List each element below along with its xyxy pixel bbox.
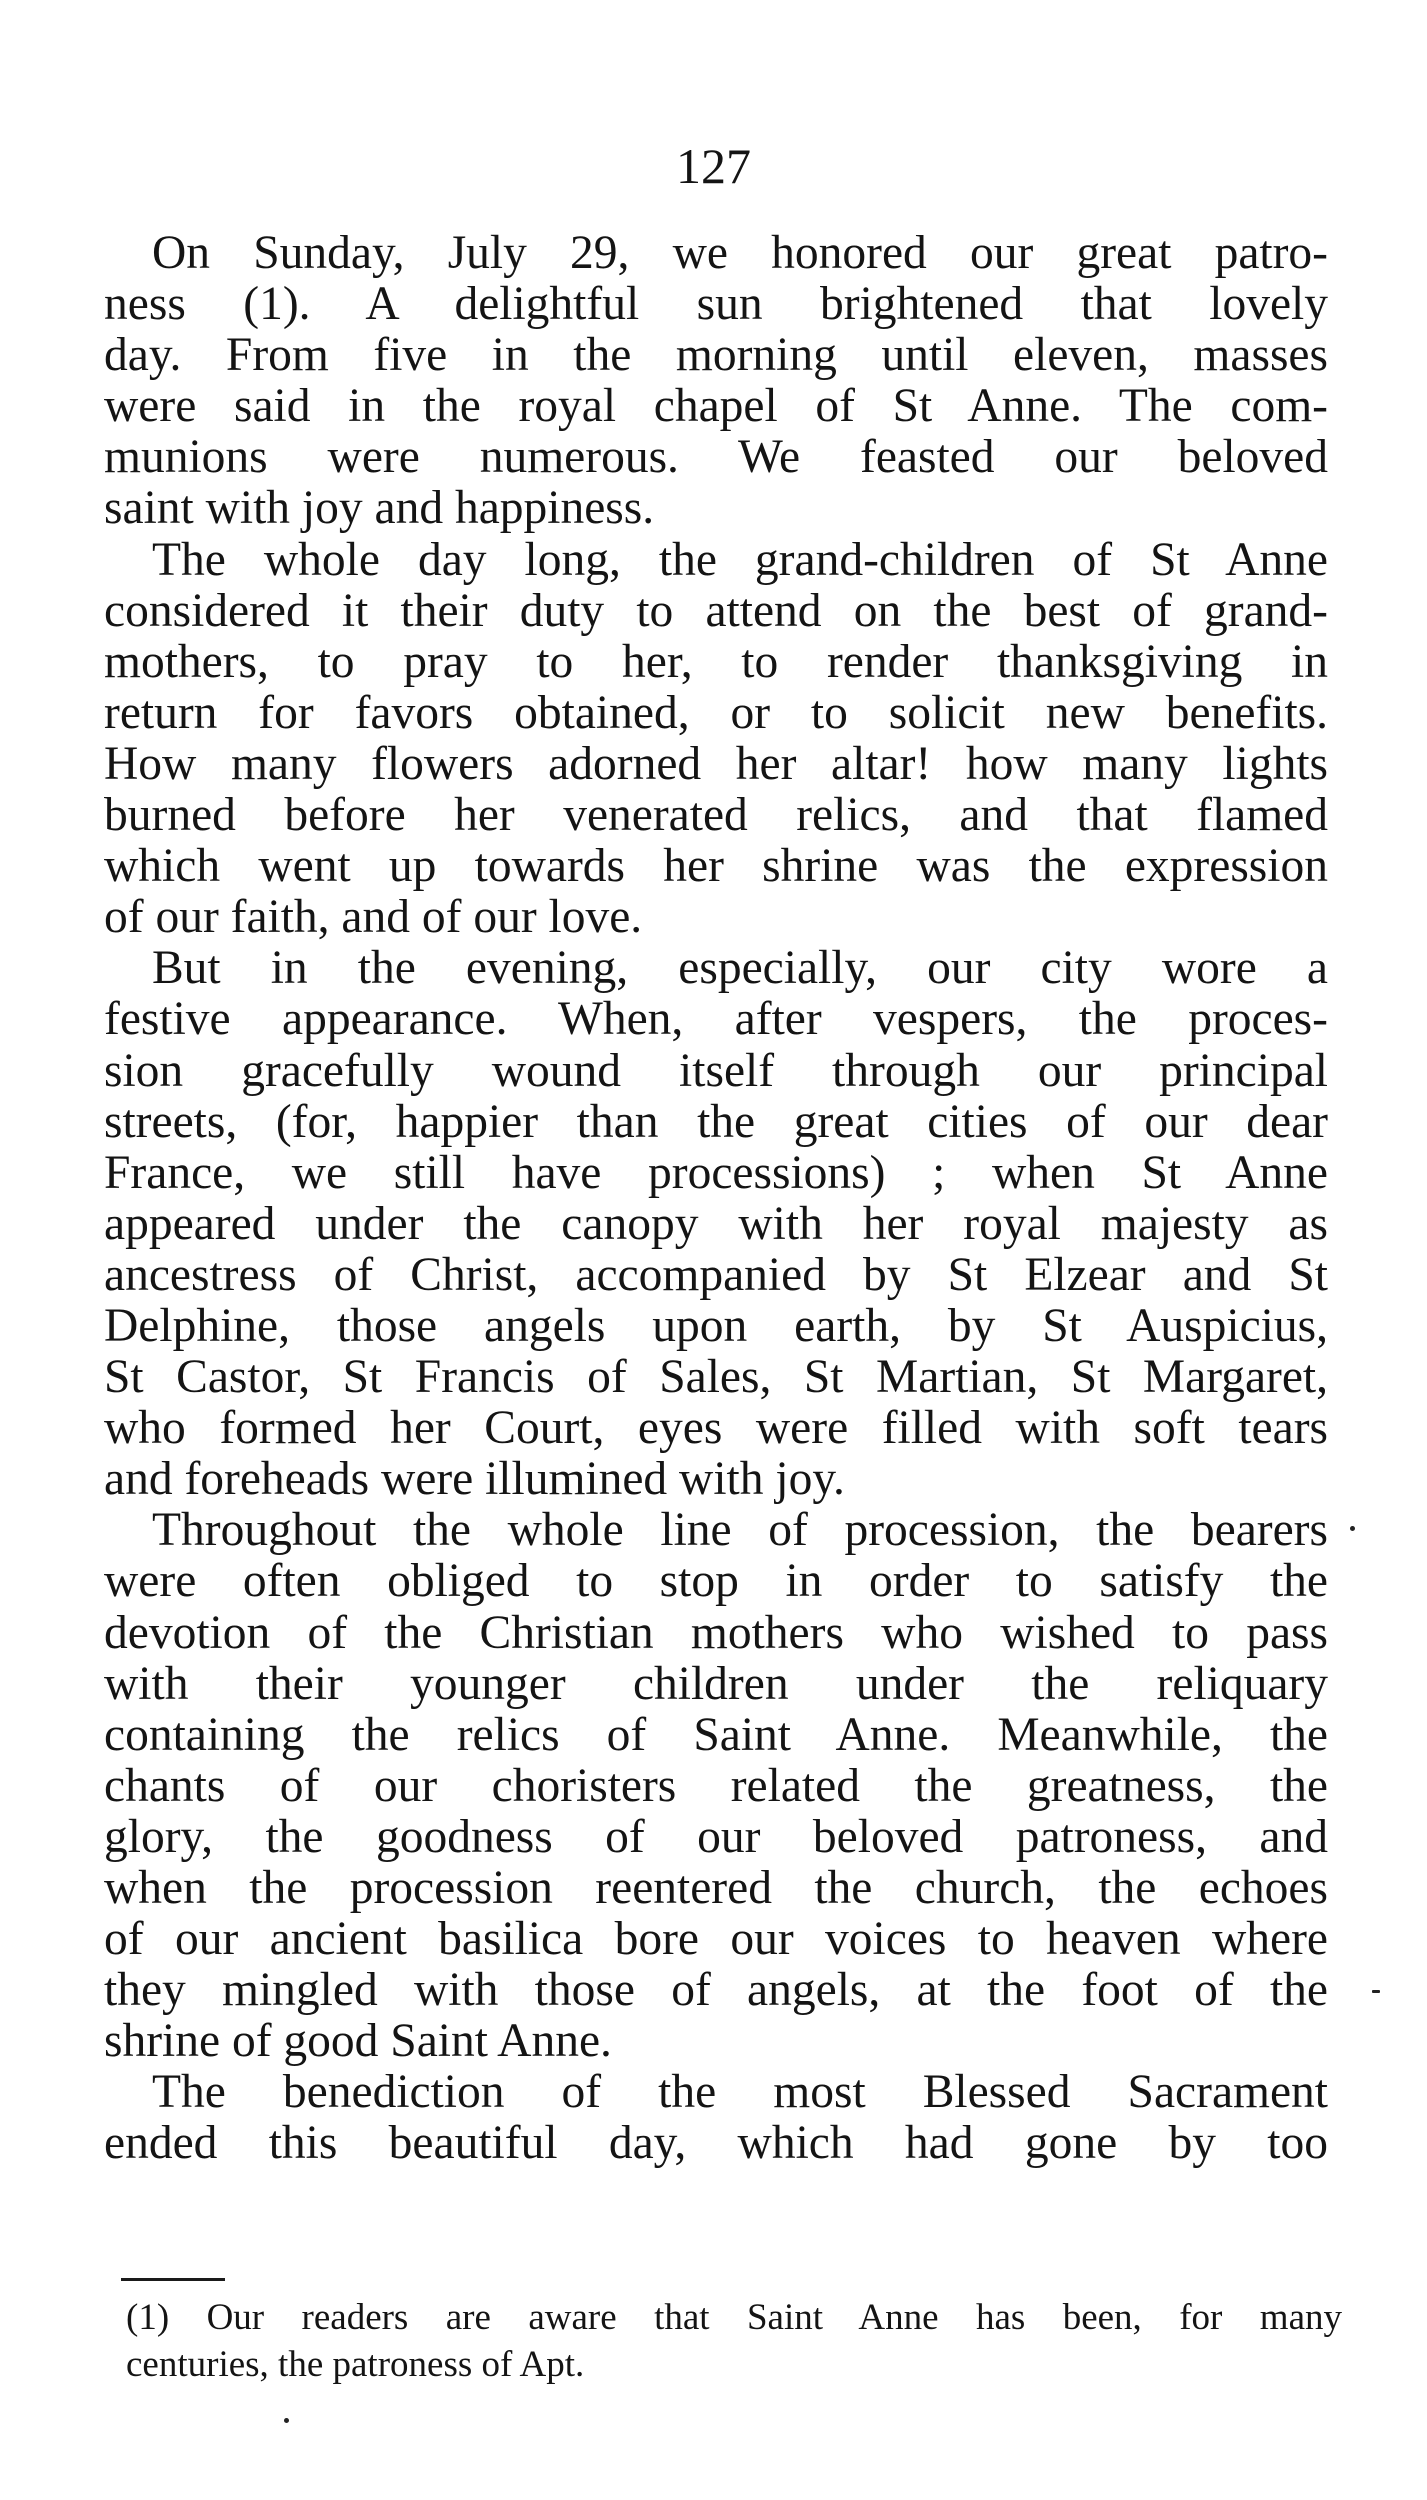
text-line: day. From five in the morning until eleven, masses — [104, 329, 1328, 382]
text-line: when the procession reentered the church, the echoes — [104, 1862, 1328, 1914]
text-line: ended this beautiful day, which had gone by too — [104, 2117, 1328, 2170]
text-line: burned before her venerated relics, and that flamed — [104, 789, 1328, 842]
text-line: were often obliged to stop in order to satisfy the — [104, 1555, 1328, 1608]
text-line: glory, the goodness of our beloved patroness, and — [104, 1810, 1328, 1863]
print-speck — [284, 2418, 289, 2423]
text-line: But in the evening, especially, our city wore a — [152, 942, 1328, 995]
print-speck — [1372, 1990, 1380, 1993]
text-line: How many flowers adorned her altar! how many lights — [104, 737, 1328, 790]
text-line: and foreheads were illumined with joy. — [104, 1453, 845, 1506]
text-line: they mingled with those of angels, at the foot of the — [104, 1964, 1328, 2017]
text-line: devotion of the Christian mothers who wished to pass — [104, 1606, 1328, 1659]
text-line: appeared under the canopy with her royal majesty as — [104, 1197, 1328, 1250]
text-line: shrine of good Saint Anne. — [104, 2015, 612, 2068]
page-number: 127 — [676, 138, 751, 194]
text-line: saint with joy and happiness. — [104, 482, 655, 535]
paragraph — [104, 535, 1328, 944]
text-line: were said in the royal chapel of St Anne. The com- — [104, 380, 1328, 433]
text-line: of our ancient basilica bore our voices to heaven where — [104, 1913, 1328, 1966]
footnote — [126, 2294, 1342, 2388]
text-line: which went up towards her shrine was the expression — [104, 840, 1328, 893]
text-line: ancestress of Christ, accompanied by St Elzear and St — [104, 1248, 1328, 1301]
text-line: festive appearance. When, after vespers, the proces- — [104, 993, 1328, 1046]
text-line: ness (1). A delightful sun brightened that lovely — [104, 278, 1328, 331]
paragraph — [104, 943, 1328, 1505]
text-line: chants of our choristers related the greatness, the — [104, 1759, 1328, 1812]
footnote-divider — [121, 2278, 225, 2281]
text-line: return for favors obtained, or to solicit new benefits. — [104, 686, 1328, 739]
footnote-line: centuries, the patroness of Apt. — [126, 2344, 585, 2385]
text-line: France, we still have processions) ; when St Anne — [104, 1146, 1328, 1199]
paragraph — [104, 228, 1328, 535]
body-text — [104, 228, 1328, 2170]
text-line: containing the relics of Saint Anne. Meanwhile, the — [104, 1708, 1328, 1761]
text-line: streets, (for, happier than the great cities of our dear — [104, 1095, 1328, 1148]
text-line: Throughout the whole line of procession, the bearers — [152, 1504, 1328, 1557]
text-line: of our faith, and of our love. — [104, 891, 643, 944]
text-line: sion gracefully wound itself through our principal — [104, 1044, 1328, 1097]
text-line: Delphine, those angels upon earth, by St Auspicius, — [104, 1299, 1328, 1352]
footnote-line: (1) Our readers are aware that Saint Anne has been, for many — [126, 2297, 1342, 2338]
text-line: with their younger children under the reliquary — [104, 1657, 1328, 1710]
text-line: The benediction of the most Blessed Sacrament — [152, 2066, 1328, 2119]
text-line: who formed her Court, eyes were filled with soft tears — [104, 1402, 1328, 1455]
text-line: On Sunday, July 29, we honored our great patro- — [152, 227, 1328, 279]
text-line: considered it their duty to attend on the best of grand- — [104, 584, 1328, 637]
text-line: St Castor, St Francis of Sales, St Martian, St Margaret, — [104, 1351, 1328, 1404]
text-line: munions were numerous. We feasted our beloved — [104, 431, 1328, 484]
text-line: The whole day long, the grand-children of St Anne — [152, 533, 1328, 586]
paragraph — [104, 1505, 1328, 2067]
print-speck — [1350, 1526, 1355, 1531]
text-line: mothers, to pray to her, to render thanksgiving in — [104, 635, 1328, 688]
paragraph — [104, 2067, 1328, 2169]
